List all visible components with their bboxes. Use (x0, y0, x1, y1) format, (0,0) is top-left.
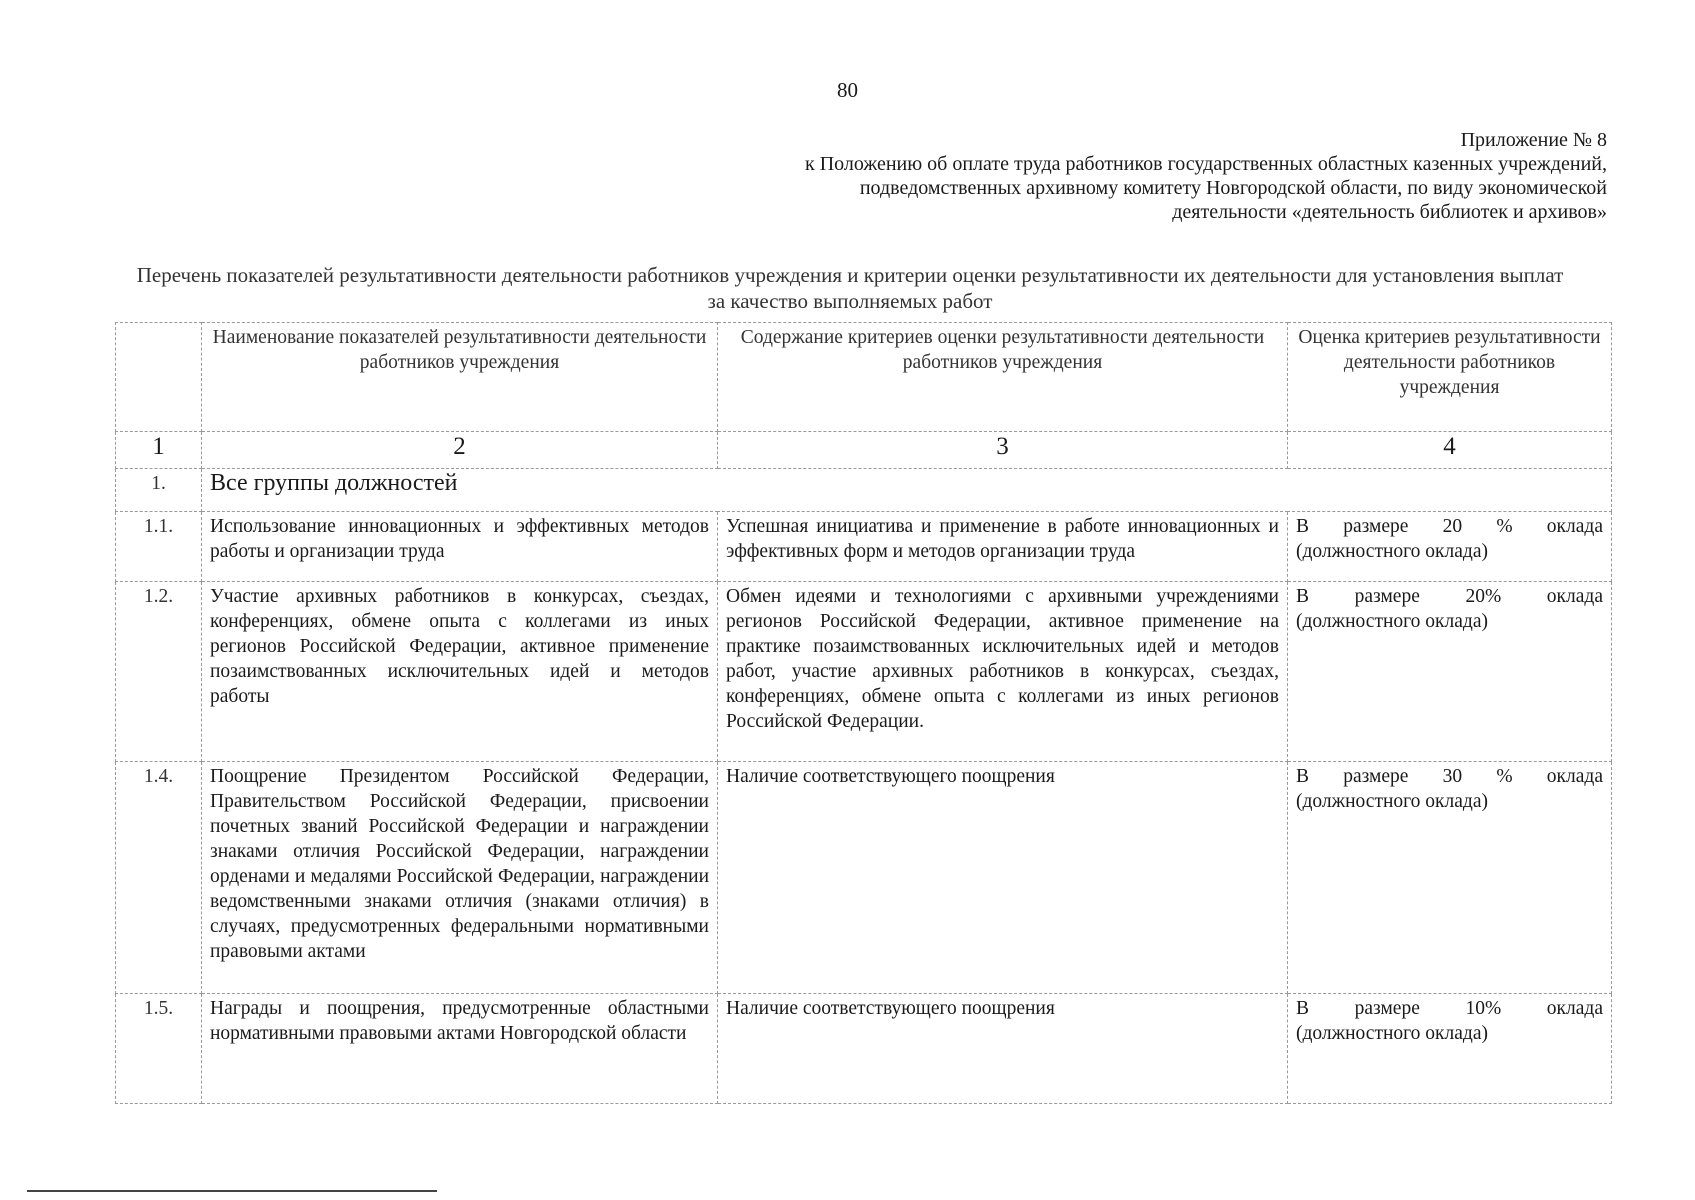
criteria-table (115, 322, 1612, 1104)
appendix-reference-line-1: к Положению об оплате труда работников государственных областных казенных учреждений, (805, 153, 1607, 175)
appendix-number: Приложение № 8 (1460, 129, 1607, 151)
row-number: 1.2. (116, 582, 202, 762)
rating-cell: В размере 20% оклада (должностного оклада) (1288, 582, 1612, 762)
criteria-cell: Обмен идеями и технологиями с архивными учреждениями регионов Российской Федерации, активное применение на практике позаимствованных исключительных идей и методов работ, участие архивных работников в конкурсах, съездах, конференциях, обмене опыта с коллегами из иных регионов Российской Федерации. (718, 582, 1288, 762)
section-number: 1. (116, 469, 202, 512)
rating-cell: В размере 30 % оклада (должностного оклада) (1288, 762, 1612, 994)
appendix-reference-line-2: подведомственных архивному комитету Новгородской области, по виду экономической (859, 177, 1607, 199)
header-indicator-name: Наименование показателей результативности деятельности работников учреждения (202, 323, 718, 432)
header-number (116, 323, 202, 432)
row-number: 1.5. (116, 994, 202, 1104)
criteria-cell: Успешная инициатива и применение в работе инновационных и эффективных форм и методов организации труда (718, 512, 1288, 582)
section-row (116, 469, 1612, 512)
footer-divider (27, 1190, 437, 1192)
indicator-cell: Участие архивных работников в конкурсах, съездах, конференциях, обмене опыта с коллегами из иных регионов Российской Федерации, активное применение позаимствованных исключительных идей и методов работы (202, 582, 718, 762)
rating-cell: В размере 10% оклада (должностного оклада) (1288, 994, 1612, 1104)
column-number-row (116, 432, 1612, 469)
table-row (116, 994, 1612, 1104)
appendix-reference-line-3: деятельности «деятельность библиотек и архивов» (1172, 201, 1607, 223)
appendix-header (507, 128, 1607, 224)
page-number: 80 (837, 78, 858, 102)
document-title: Перечень показателей результативности деятельности работников учреждения и критерии оценки результативности их деятельности для установления выплат за качество выполняемых работ (136, 263, 1564, 313)
column-number: 3 (718, 432, 1288, 469)
row-number: 1.4. (116, 762, 202, 994)
row-number: 1.1. (116, 512, 202, 582)
section-title: Все группы должностей (202, 469, 1612, 512)
indicator-cell: Поощрение Президентом Российской Федерации, Правительством Российской Федерации, присвоении почетных званий Российской Федерации и награждении знаками отличия Российской Федерации, награждении орденами и медалями Российской Федерации, награждении ведомственными знаками отличия (знаками отличия) в случаях, предусмотренных федеральными нормативными правовыми актами (202, 762, 718, 994)
table-row (116, 512, 1612, 582)
column-number: 1 (116, 432, 202, 469)
table-header-row (116, 323, 1612, 432)
column-number: 2 (202, 432, 718, 469)
criteria-cell: Наличие соответствующего поощрения (718, 762, 1288, 994)
column-number: 4 (1288, 432, 1612, 469)
indicator-cell: Награды и поощрения, предусмотренные областными нормативными правовыми актами Новгородской области (202, 994, 718, 1104)
table-row (116, 762, 1612, 994)
indicator-cell: Использование инновационных и эффективных методов работы и организации труда (202, 512, 718, 582)
rating-cell: В размере 20 % оклада (должностного оклада) (1288, 512, 1612, 582)
table-row (116, 582, 1612, 762)
header-criteria-rating: Оценка критериев результативности деятельности работников учреждения (1288, 323, 1612, 432)
criteria-cell: Наличие соответствующего поощрения (718, 994, 1288, 1104)
header-criteria-content: Содержание критериев оценки результативности деятельности работников учреждения (718, 323, 1288, 432)
